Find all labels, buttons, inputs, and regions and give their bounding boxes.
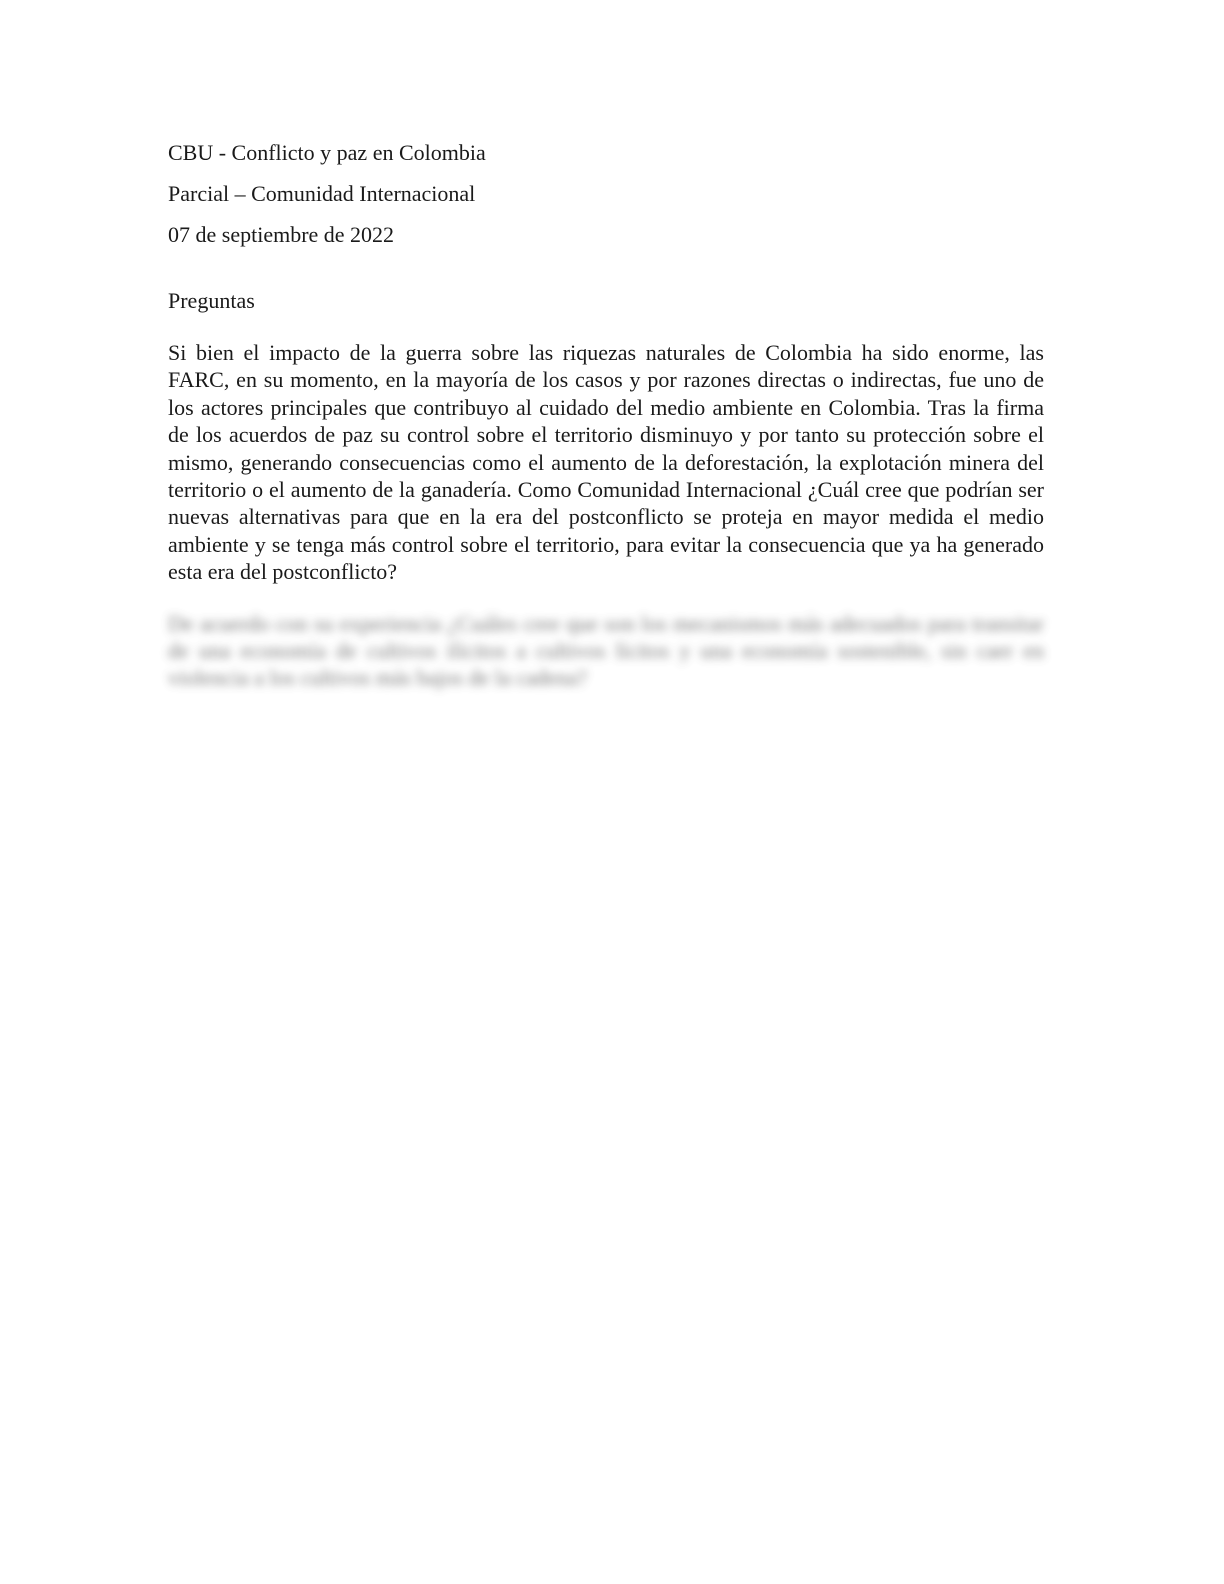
document-body [168,139,1044,692]
exam-title: Parcial – Comunidad Internacional [168,181,476,206]
question-paragraph: Si bien el impacto de la guerra sobre las riquezas naturales de Colombia ha sido enorme, las FARC, en su momento, en la mayoría de los casos y por razones directas o indirectas, fue uno de los actores principales que contribuyo al cuidado del medio ambiente en Colombia. Tras la firma de los acuerdos de paz su control sobre el territorio disminuyo y por tanto su protección sobre el mismo, generando consecuencias como el aumento de la deforestación, la explotación minera del territorio o el aumento de la ganadería. Como Comunidad Internacional ¿Cuál cree que podrían ser nuevas alternativas para que en la era del postconflicto se proteja en mayor medida el medio ambiente y se tenga más control sobre el territorio, para evitar la consecuencia que ya ha generado esta era del postconflicto? [168,340,1044,585]
exam-date: 07 de septiembre de 2022 [168,222,395,247]
blurred-question-paragraph: De acuerdo con su experiencia ¿Cuáles cree que son los mecanismos más adecuados para transitar de una economía de cultivos ilícitos a cultivos lícitos y una economía sostenible, sin caer en violencia a los cultivos más bajos de la cadena? [168,610,1044,691]
course-title: CBU - Conflicto y paz en Colombia [168,140,486,165]
section-heading-preguntas: Preguntas [168,288,255,313]
